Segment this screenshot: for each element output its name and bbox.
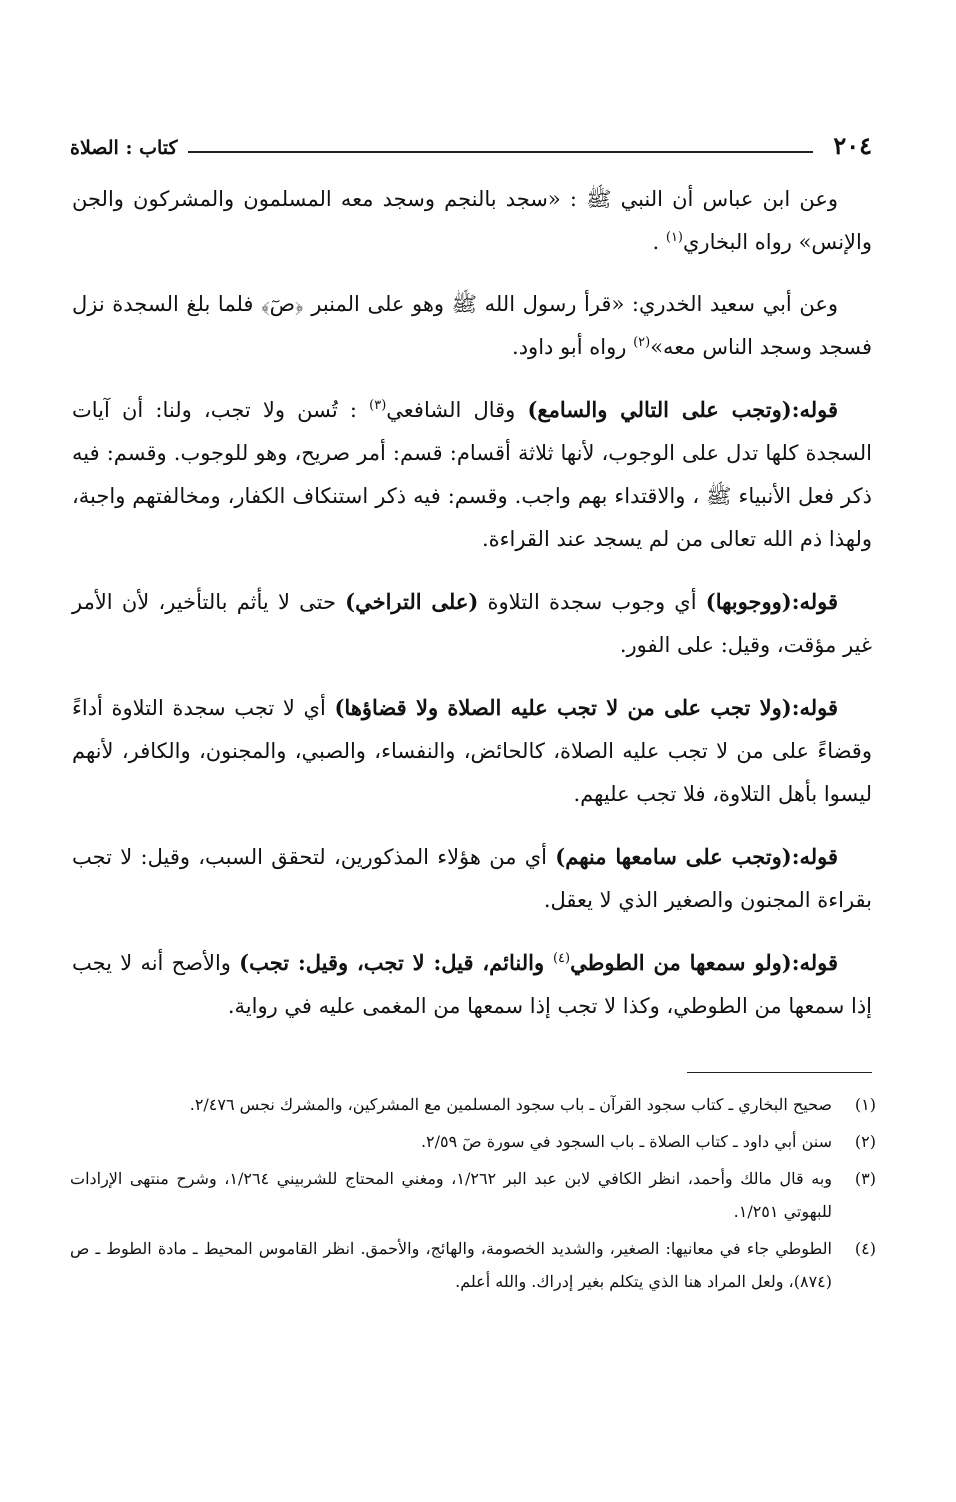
paragraph-3 [72,388,872,561]
paragraph-2 [72,283,872,369]
footnote-text: وبه قال مالك وأحمد، انظر الكافي لابن عبد البر ١/٢٦٢، ومغني المحتاج للشربيني ١/٢٦٤، وشرح منتهى الإرادات للبهوتي ١/٢٥١. [70,1169,832,1221]
footnote [70,1088,876,1121]
footnote-number: (٣) [854,1169,876,1188]
quoted-lead: قوله:(ولو سمعها من الطوطي [570,950,839,975]
footnotes [70,1088,876,1302]
footnote [70,1232,876,1298]
footnote-ref-4: (٤) [552,951,571,966]
footnote-number: (١) [854,1095,876,1114]
footnote [70,1125,876,1158]
footnote-separator [687,1072,872,1073]
page-header [70,118,872,158]
paragraph-text: رواه أبو داود. [512,335,634,359]
quoted-lead: قوله:(وتجب على التالي والسامع) [527,397,838,422]
header-rule [188,151,814,153]
main-text [72,178,872,1047]
page-number: ٢٠٤ [833,131,872,160]
footnote-text: صحيح البخاري ـ كتاب سجود القرآن ـ باب سجود المسلمين مع المشركين، والمشرك نجس ٢/٤٧٦. [189,1095,832,1114]
footnote-text: الطوطي جاء في معانيها: الصغير، والشديد الخصومة، والهائج، والأحمق. انظر القاموس المحيط ـ مادة الطوط ـ ص (٨٧٤)، ولعل المراد هنا الذي يتكلم بغير إدراك. والله أعلم. [70,1239,832,1291]
paragraph-text: : تُسن ولا تجب، ولنا: أن آيات السجدة كلها تدل على الوجوب، لأنها ثلاثة أقسام: قسم: أمر صريح، وهو للوجوب. وقسم: فيه ذكر فعل الأنبياء ﷺ ، والاقتداء بهم واجب. وقسم: فيه ذكر استنكاف الكفار، ومخالفتهم واجبة، ولهذا ذم الله تعالى من لم يسجد عند القراءة. [72,398,872,551]
paragraph-1 [72,178,872,264]
paragraph-text: وعن ابن عباس أن النبي ﷺ : «سجد بالنجم وسجد معه المسلمون والمشركون والجن والإنس» رواه البخاري [72,187,872,254]
paragraph-6 [72,835,872,922]
paragraph-text: والأصح أنه لا يجب إذا سمعها من الطوطي، وكذا لا تجب إذا سمعها من المغمى عليه في رواية. [72,951,872,1018]
footnote [70,1162,876,1228]
footnote-ref-1: (١) [665,230,683,245]
paragraph-4 [72,580,872,667]
footnote-text: سنن أبي داود ـ كتاب الصلاة ـ باب السجود في سورة صٓ ٢/٥٩. [420,1132,832,1151]
quoted-phrase: (على التراخي) [345,589,479,614]
paragraph-5 [72,686,872,816]
paragraph-text: . [652,230,666,254]
footnote-number: (٢) [854,1132,876,1151]
quoted-lead: قوله:(ووجوبها) [705,589,838,614]
paragraph-7 [72,941,872,1028]
paragraph-text: أي من هؤلاء المذكورين، لتحقق السبب، وقيل: لا تجب بقراءة المجنون والصغير الذي لا يعقل. [72,845,872,912]
paragraph-text: أي وجوب سجدة التلاوة [478,590,706,614]
running-title: كتاب : الصلاة [70,137,178,159]
quoted-lead: قوله:(ولا تجب على من لا تجب عليه الصلاة ولا قضاؤها) [334,695,838,720]
paragraph-text: وقال الشافعي [386,398,528,422]
paragraph-text: وعن أبي سعيد الخدري: «قرأ رسول الله ﷺ وهو على المنبر ﴿صٓ﴾ فلما بلغ السجدة نزل فسجد وسجد الناس معه» [72,292,872,359]
quoted-lead: والنائم، قيل: لا تجب، وقيل: تجب) [239,950,553,975]
quoted-lead: قوله:(وتجب على سامعها منهم) [555,844,838,869]
footnote-ref-2: (٢) [633,335,651,350]
footnote-ref-3: (٣) [369,398,387,413]
paragraph-text: حتى لا يأثم بالتأخير، لأن الأمر غير مؤقت، وقيل: على الفور. [72,590,872,657]
paragraph-text: أي لا تجب سجدة التلاوة أداءً وقضاءً على من لا تجب عليه الصلاة، كالحائض، والنفساء، والصبي، والمجنون، والكافر، لأنهم ليسوا بأهل التلاوة، فلا تجب عليهم. [72,696,872,806]
footnote-number: (٤) [854,1239,876,1258]
